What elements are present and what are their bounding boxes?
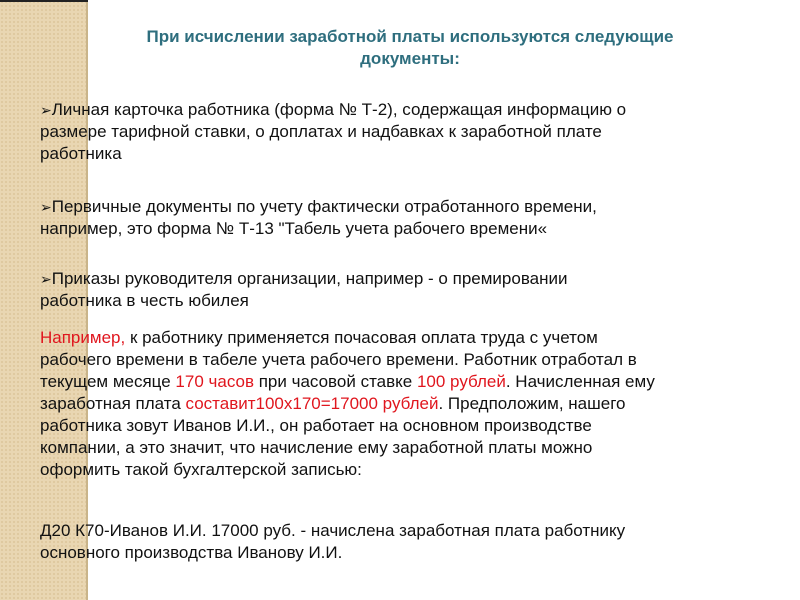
strip-top-border (0, 0, 88, 2)
bullet-text: размере тарифной ставки, о доплатах и надбавках к заработной плате (40, 122, 602, 141)
bullet-text: Первичные документы по учету фактически отработанного времени, (51, 197, 597, 216)
text: основного производства Иванову И.И. (40, 543, 343, 562)
bullet-text: Личная карточка работника (форма № Т-2), содержащая информацию о (51, 100, 627, 119)
text: оформить такой бухгалтерской записью: (40, 460, 362, 479)
text: . Предположим, нашего (438, 394, 626, 413)
example-paragraph (40, 327, 780, 481)
accounting-entry (40, 520, 780, 564)
text: работника зовут Иванов И.И., он работает на основном производстве (40, 416, 592, 435)
highlight-text: составит100х170=17000 рублей (185, 394, 439, 413)
text: рабочего времени в табеле учета рабочего времени. Работник отработал в (40, 350, 637, 369)
bullet-item (40, 268, 780, 312)
bullet-text: Приказы руководителя организации, например - о премировании (51, 269, 568, 288)
bullet-item (40, 196, 780, 240)
bullet-text: работника (40, 144, 122, 163)
bullet-item (40, 99, 780, 165)
text: . Начисленная ему (505, 372, 655, 391)
title-line: документы: (360, 49, 460, 68)
highlight-text: 100 рублей (416, 372, 506, 391)
text: заработная плата (40, 394, 186, 413)
arrow-bullet-icon: ➢ (40, 199, 52, 215)
title-line: При исчислении заработной платы используются следующие (146, 27, 674, 46)
text: при часовой ставке (254, 372, 417, 391)
highlight-text: 170 часов (175, 372, 254, 391)
text: Д20 К70-Иванов И.И. 17000 руб. - начислена заработная плата работнику (40, 521, 626, 540)
arrow-bullet-icon: ➢ (40, 271, 52, 287)
arrow-bullet-icon: ➢ (40, 102, 52, 118)
bullet-text: например, это форма № Т-13 "Табель учета рабочего времени« (40, 219, 548, 238)
text: текущем месяце (40, 372, 176, 391)
text: компании, а это значит, что начисление ему заработной платы можно (40, 438, 593, 457)
text: к работнику применяется почасовая оплата труда с учетом (125, 328, 598, 347)
highlight-text: Например, (40, 328, 126, 347)
slide-title (60, 26, 760, 70)
bullet-text: работника в честь юбилея (40, 291, 249, 310)
